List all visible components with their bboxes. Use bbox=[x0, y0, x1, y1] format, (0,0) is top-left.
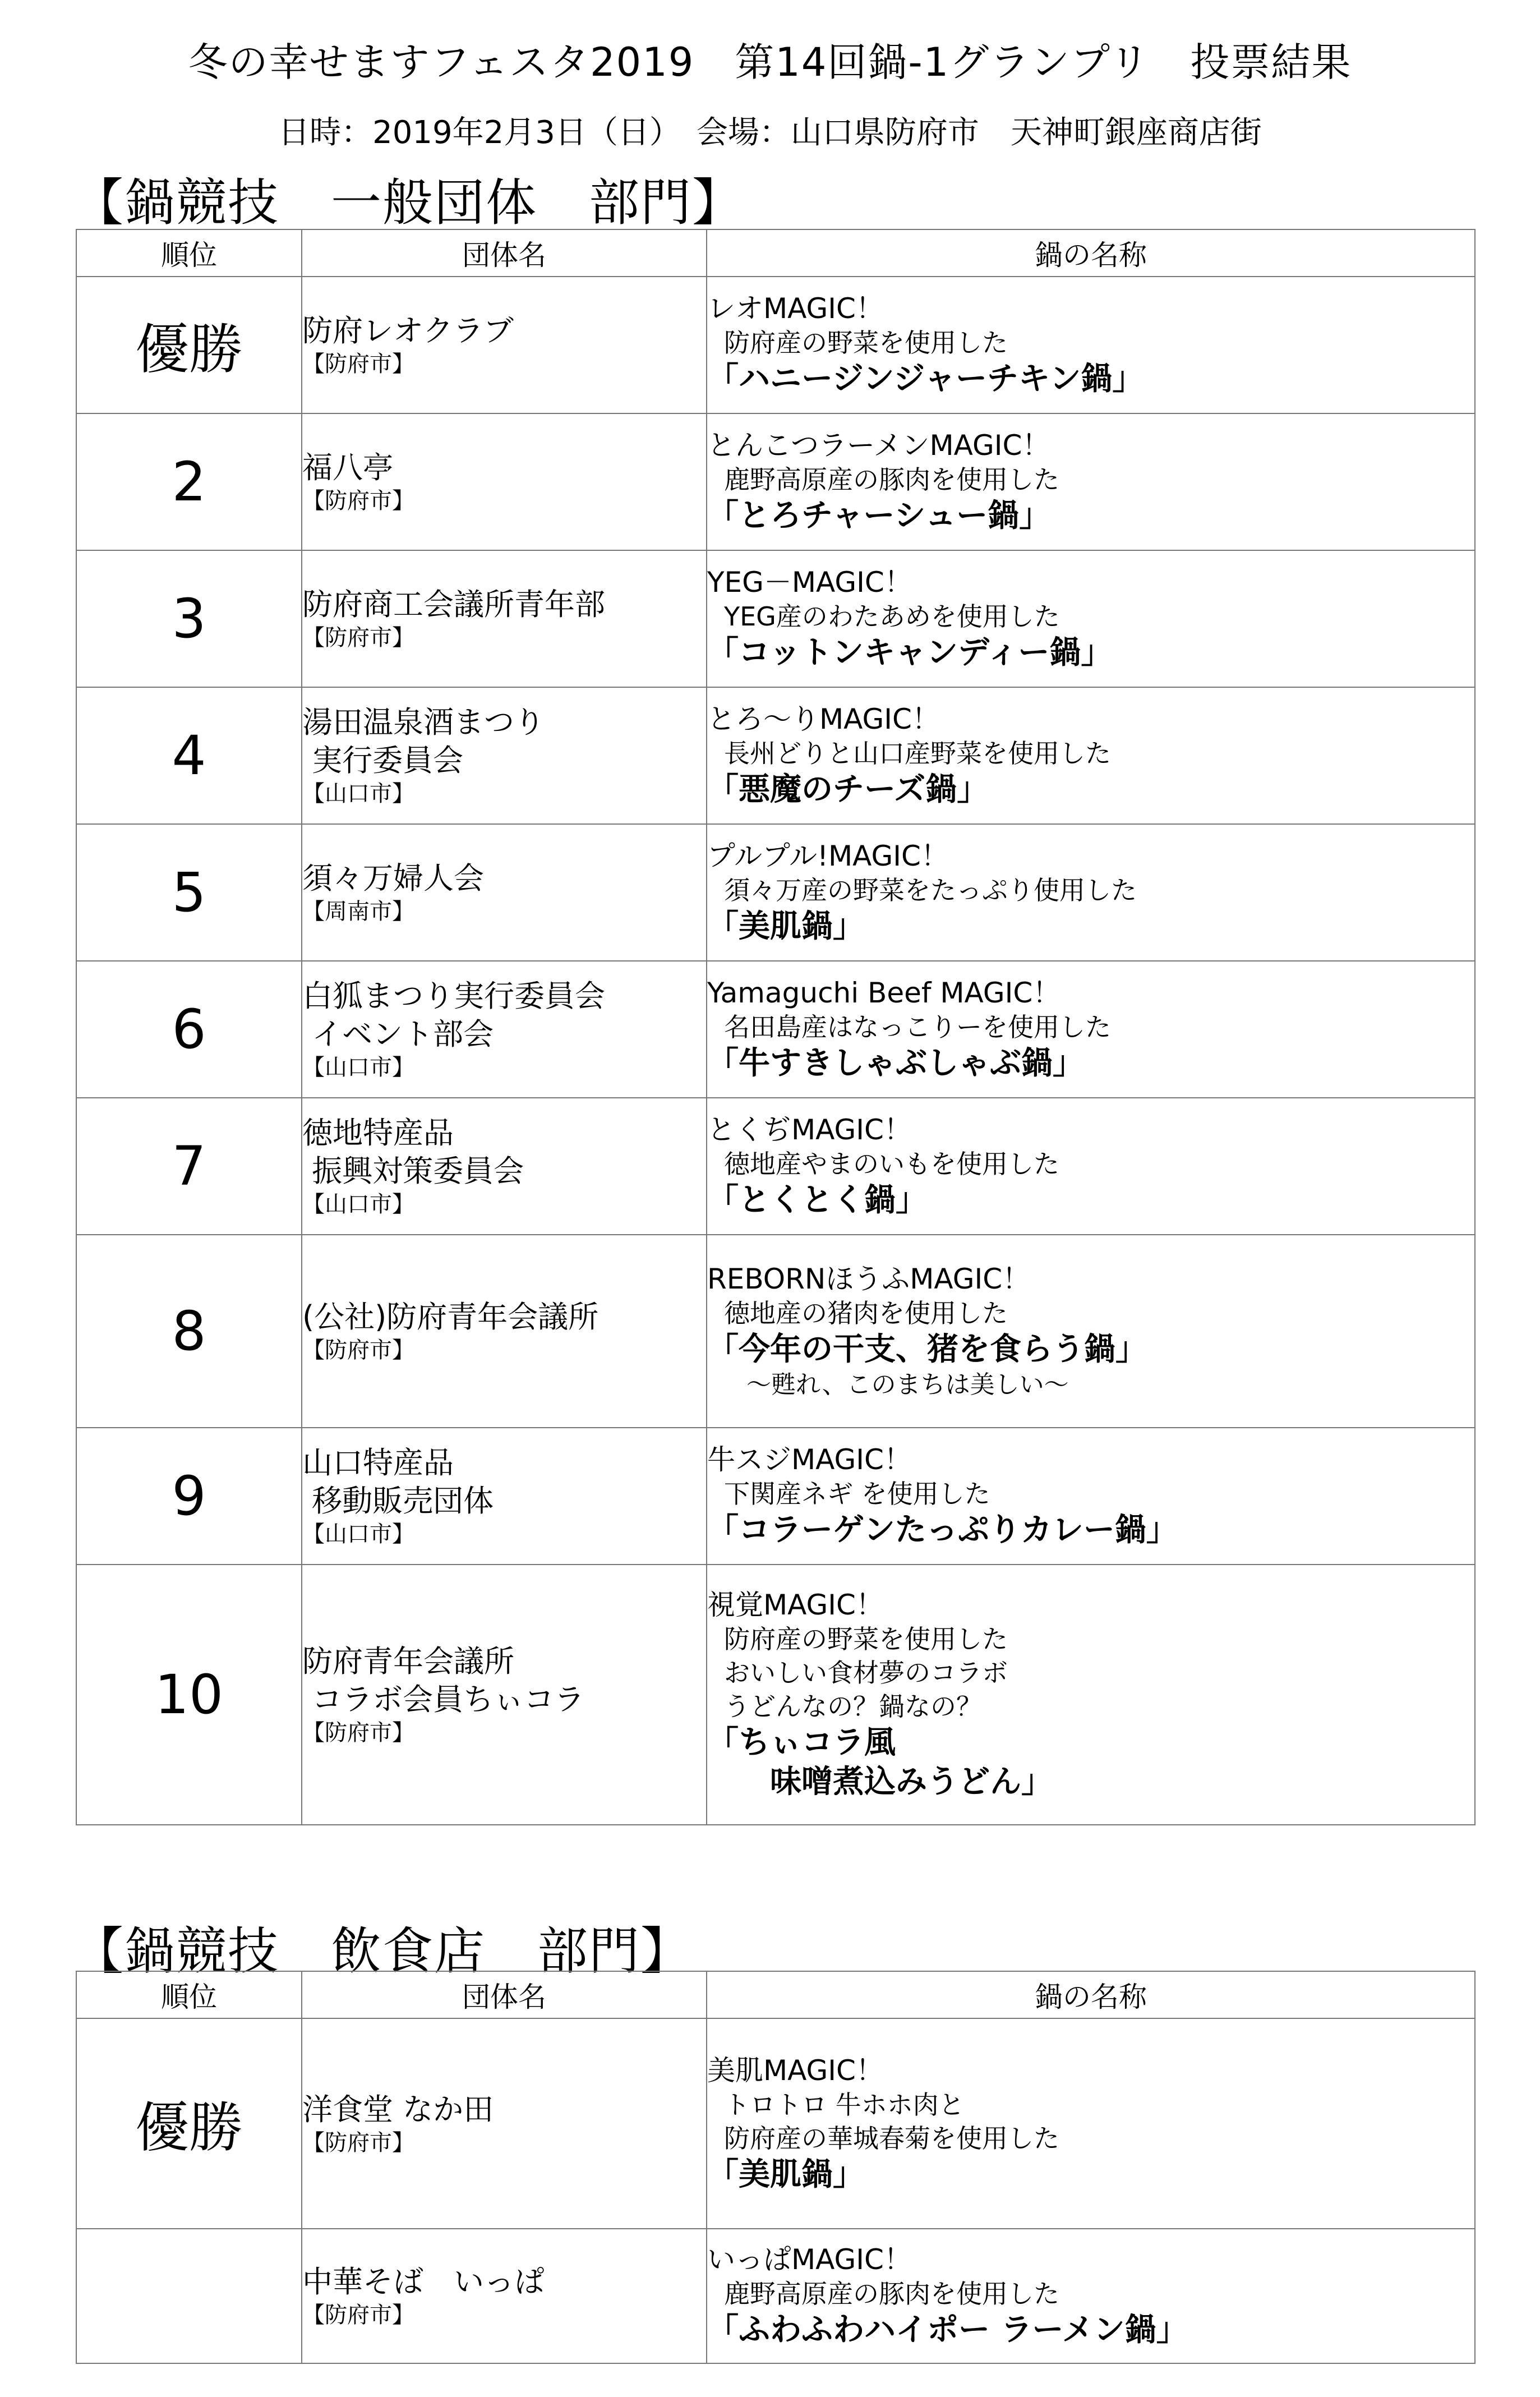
column-header-rank: 順位 bbox=[76, 229, 302, 277]
column-header-team: 団体名 bbox=[302, 229, 707, 277]
column-header-dish: 鍋の名称 bbox=[707, 229, 1475, 277]
dish-name: 「とろチャーシュー鍋」 bbox=[707, 498, 1051, 534]
dish-name: 「今年の干支、猪を食らう鍋」 bbox=[707, 1331, 1147, 1368]
rank-cell bbox=[76, 2229, 302, 2363]
dish-tagline: レオMAGIC！ bbox=[707, 292, 884, 325]
dish-description: 須々万産の野菜をたっぷり使用した bbox=[724, 875, 1137, 905]
table-row bbox=[76, 277, 1475, 413]
team-city: 【周南市】 bbox=[302, 899, 414, 924]
team-city: 【山口市】 bbox=[302, 1521, 414, 1547]
dish-cell bbox=[707, 687, 1475, 824]
table-row bbox=[76, 2229, 1475, 2363]
dish-description: YEG産のわたあめを使用した bbox=[724, 601, 1060, 632]
table-row bbox=[76, 1235, 1475, 1428]
team-city: 【防府市】 bbox=[302, 488, 414, 514]
column-header-team: 団体名 bbox=[302, 1971, 707, 2018]
dish-tagline: とくぢMAGIC！ bbox=[707, 1114, 912, 1146]
dish-name: 「コットンキャンディー鍋」 bbox=[707, 634, 1113, 671]
dish-tagline: YEG－MAGIC！ bbox=[707, 566, 912, 599]
rank-cell: 7 bbox=[76, 1098, 302, 1235]
dish-description: 防府産の野菜を使用した bbox=[724, 1624, 1008, 1654]
team-name: 山口特産品 移動販売団体 bbox=[302, 1445, 494, 1519]
table-header-row bbox=[76, 1971, 1475, 2018]
dish-tagline: 美肌MAGIC！ bbox=[707, 2054, 884, 2087]
team-cell bbox=[302, 1428, 707, 1565]
dish-cell bbox=[707, 1565, 1475, 1825]
team-cell bbox=[302, 1565, 707, 1825]
rank-cell: 4 bbox=[76, 687, 302, 824]
team-name: 白狐まつり実行委員会 イベント部会 bbox=[302, 978, 605, 1052]
team-name: 防府青年会議所 コラボ会員ちぃコラ bbox=[302, 1644, 585, 1717]
team-name: 須々万婦人会 bbox=[302, 861, 484, 896]
column-header-dish: 鍋の名称 bbox=[707, 1971, 1475, 2018]
dish-cell bbox=[707, 1235, 1475, 1428]
team-name: 中華そば いっぱ bbox=[302, 2264, 545, 2299]
team-city: 【防府市】 bbox=[302, 2129, 414, 2156]
table-header-row bbox=[76, 229, 1475, 277]
dish-name: 「悪魔のチーズ鍋」 bbox=[707, 771, 989, 808]
dish-description: おいしい食材夢のコラボ bbox=[724, 1658, 1008, 1688]
general-results-table bbox=[76, 229, 1476, 1825]
rank-cell: 優勝 bbox=[76, 277, 302, 413]
restaurant-results-table bbox=[76, 1971, 1476, 2364]
team-name: 福八亭 bbox=[302, 450, 393, 485]
dish-name: 「コラーゲンたっぷりカレー鍋」 bbox=[707, 1512, 1178, 1548]
dish-cell bbox=[707, 961, 1475, 1098]
rank-cell: 10 bbox=[76, 1565, 302, 1825]
dish-cell bbox=[707, 2018, 1475, 2229]
dish-description: 防府産の野菜を使用した bbox=[724, 328, 1008, 358]
rank-cell: 9 bbox=[76, 1428, 302, 1565]
dish-tagline: Yamaguchi Beef MAGIC！ bbox=[707, 977, 1061, 1009]
dish-cell bbox=[707, 277, 1475, 413]
team-cell bbox=[302, 550, 707, 687]
team-cell bbox=[302, 277, 707, 413]
team-city: 【防府市】 bbox=[302, 351, 414, 377]
dish-cell bbox=[707, 2229, 1475, 2363]
team-city: 【防府市】 bbox=[302, 625, 414, 651]
dish-note: 〜甦れ、このまちは美しい〜 bbox=[746, 1370, 1069, 1399]
dish-cell bbox=[707, 1098, 1475, 1235]
dish-tagline: プルプル!MAGIC！ bbox=[707, 840, 949, 872]
team-city: 【防府市】 bbox=[302, 1720, 414, 1746]
dish-description: 長州どりと山口産野菜を使用した bbox=[724, 738, 1111, 769]
page-title: 冬の幸せますフェスタ2019 第14回鍋-1グランプリ 投票結果 bbox=[188, 39, 1352, 85]
dish-name: 「ハニージンジャーチキン鍋」 bbox=[707, 361, 1144, 397]
dish-tagline: とんこつラーメンMAGIC！ bbox=[707, 429, 1050, 462]
team-city: 【防府市】 bbox=[302, 1337, 414, 1363]
dish-tagline: REBORNほうふMAGIC！ bbox=[707, 1263, 1031, 1295]
table-row bbox=[76, 961, 1475, 1098]
team-city: 【山口市】 bbox=[302, 781, 414, 807]
dish-description: 鹿野高原産の豚肉を使用した bbox=[724, 464, 1059, 495]
column-header-rank: 順位 bbox=[76, 1971, 302, 2018]
dish-cell bbox=[707, 550, 1475, 687]
dish-name: 「ちぃコラ風 味噌煮込みうどん」 bbox=[707, 1724, 1053, 1800]
rank-cell: 8 bbox=[76, 1235, 302, 1428]
table-row bbox=[76, 1565, 1475, 1825]
dish-tagline: 牛スジMAGIC！ bbox=[707, 1443, 912, 1476]
dish-description: 徳地産やまのいもを使用した bbox=[724, 1149, 1059, 1179]
table-row bbox=[76, 824, 1475, 961]
team-cell bbox=[302, 961, 707, 1098]
team-cell bbox=[302, 1098, 707, 1235]
table-row bbox=[76, 2018, 1475, 2229]
team-city: 【山口市】 bbox=[302, 1191, 414, 1217]
team-cell bbox=[302, 2018, 707, 2229]
rank-cell: 2 bbox=[76, 413, 302, 550]
table-row bbox=[76, 413, 1475, 550]
dish-cell bbox=[707, 1428, 1475, 1565]
rank-cell: 6 bbox=[76, 961, 302, 1098]
dish-name: 「美肌鍋」 bbox=[707, 908, 864, 945]
general-section-heading: 【鍋競技 一般団体 部門】 bbox=[73, 173, 744, 232]
dish-description: うどんなの？鍋なの？ bbox=[724, 1691, 982, 1722]
dish-description: 名田島産はなっこりーを使用した bbox=[724, 1012, 1111, 1042]
team-name: (公社)防府青年会議所 bbox=[302, 1299, 599, 1335]
restaurant-section-heading: 【鍋競技 飲食店 部門】 bbox=[73, 1922, 692, 1981]
team-city: 【防府市】 bbox=[302, 2302, 414, 2328]
team-cell bbox=[302, 824, 707, 961]
dish-description: 鹿野高原産の豚肉を使用した bbox=[724, 2279, 1059, 2309]
team-name: 徳地特産品 振興対策委員会 bbox=[302, 1115, 524, 1189]
dish-name: 「牛すきしゃぶしゃぶ鍋」 bbox=[707, 1045, 1084, 1082]
dish-cell bbox=[707, 413, 1475, 550]
dish-description: 下関産ネギ を使用した bbox=[724, 1479, 990, 1509]
team-cell bbox=[302, 2229, 707, 2363]
table-row bbox=[76, 687, 1475, 824]
team-name: 防府レオクラブ bbox=[302, 313, 514, 348]
table-row bbox=[76, 1428, 1475, 1565]
event-info: 日時：2019年2月3日（日） 会場：山口県防府市 天神町銀座商店街 bbox=[278, 114, 1262, 151]
team-name: 湯田温泉酒まつり 実行委員会 bbox=[302, 705, 545, 778]
table-row bbox=[76, 550, 1475, 687]
dish-description: 防府産の華城春菊を使用した bbox=[724, 2123, 1059, 2154]
rank-cell: 3 bbox=[76, 550, 302, 687]
dish-tagline: 視覚MAGIC！ bbox=[707, 1589, 884, 1621]
dish-cell bbox=[707, 824, 1475, 961]
rank-cell: 優勝 bbox=[76, 2018, 302, 2229]
dish-tagline: とろ〜りMAGIC！ bbox=[707, 703, 940, 735]
dish-name: 「美肌鍋」 bbox=[707, 2156, 864, 2193]
table-row bbox=[76, 1098, 1475, 1235]
team-name: 洋食堂 なか田 bbox=[302, 2091, 494, 2127]
team-name: 防府商工会議所青年部 bbox=[302, 587, 605, 622]
team-cell bbox=[302, 413, 707, 550]
dish-description: 徳地産の猪肉を使用した bbox=[724, 1298, 1008, 1328]
team-city: 【山口市】 bbox=[302, 1055, 414, 1080]
rank-cell: 5 bbox=[76, 824, 302, 961]
team-cell bbox=[302, 687, 707, 824]
dish-name: 「とくとく鍋」 bbox=[707, 1182, 927, 1218]
team-cell bbox=[302, 1235, 707, 1428]
dish-tagline: いっぱMAGIC！ bbox=[707, 2243, 912, 2276]
dish-description: トロトロ 牛ホホ肉と bbox=[724, 2089, 965, 2120]
dish-name: 「ふわふわハイポー ラーメン鍋」 bbox=[707, 2312, 1188, 2348]
